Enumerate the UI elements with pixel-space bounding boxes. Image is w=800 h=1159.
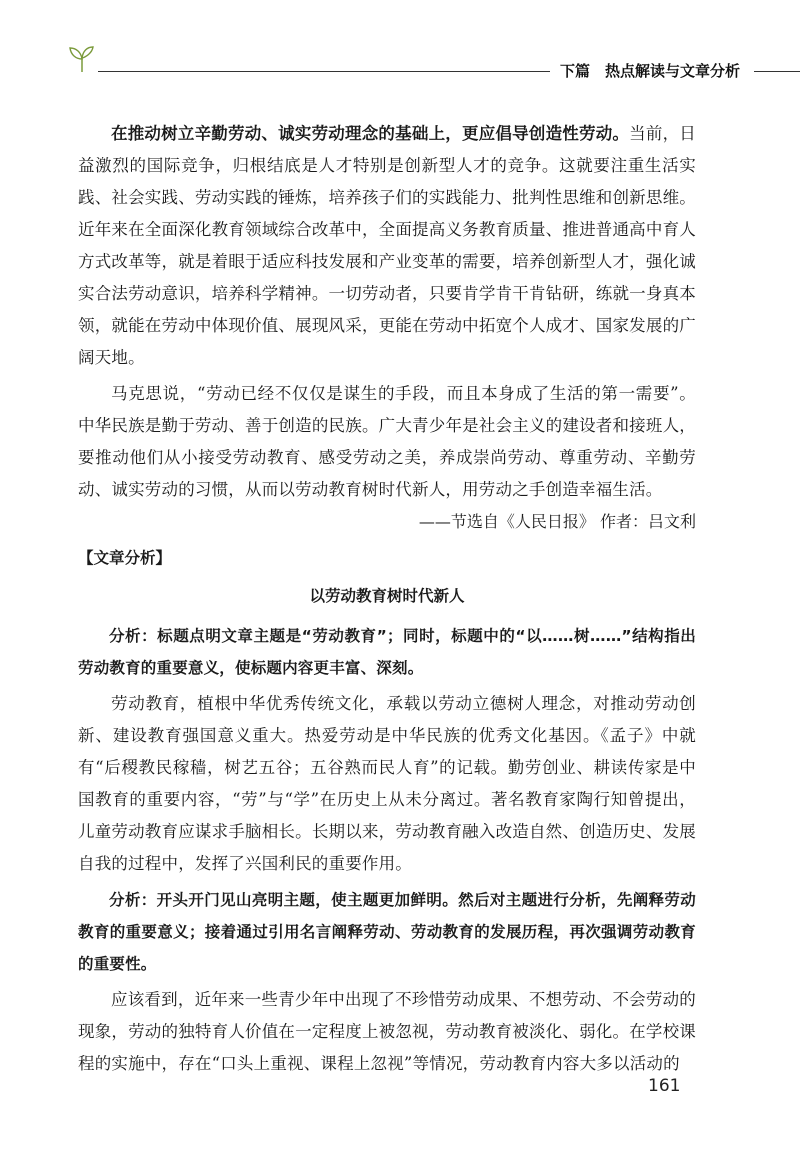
header-rule-right: [754, 71, 800, 72]
paragraph-1-lead: 在推动树立辛勤劳动、诚实劳动理念的基础上，更应倡导创造性劳动。: [111, 124, 630, 143]
paragraph-3: 劳动教育，植根中华优秀传统文化，承载以劳动立德树人理念，对推动劳动创新、建设教育强国意义重大。热爱劳动是中华民族的优秀文化基因。《孟子》中就有“后稷教民稼穑，树艺五谷；五谷熟而民人育”的记载。勤劳创业、耕读传家是中国教育的重要内容，“劳”与“学”在历史上从未分离过。著名教育家陶行知曾提出，儿童劳动教育应谋求手脑相长。长期以来，劳动教育融入改造自然、创造历史、发展自我的过程中，发挥了兴国利民的重要作用。: [78, 694, 696, 873]
paragraph-4: 应该看到，近年来一些青少年中出现了不珍惜劳动成果、不想劳动、不会劳动的现象，劳动的独特育人价值在一定程度上被忽视，劳动教育被淡化、弱化。在学校课程的实施中，存在“口头上重视、课程上忽视”等情况，劳动教育内容大多以活动的: [78, 990, 696, 1073]
running-header: [60, 42, 800, 82]
analysis-1: 分析：标题点明文章主题是“劳动教育”；同时，标题中的“以……树……”结构指出劳动教育的重要意义，使标题内容更丰富、深刻。: [78, 627, 696, 677]
attribution: ——节选自《人民日报》 作者：吕文利: [418, 512, 696, 531]
leaf-sprout-icon: [64, 42, 100, 78]
header-title: 下篇 热点解读与文章分析: [560, 62, 741, 80]
section-heading: 【文章分析】: [78, 549, 172, 567]
page-body: [78, 118, 696, 1080]
analysis-2: 分析：开头开门见山亮明主题，使主题更加鲜明。然后对主题进行分析，先阐释劳动教育的重要意义；接着通过引用名言阐释劳动、劳动教育的发展历程，再次强调劳动教育的重要性。: [78, 891, 696, 973]
paragraph-1: [78, 118, 696, 374]
page-number: 161: [648, 1076, 681, 1096]
header-rule-left: [98, 71, 550, 72]
article-title: 以劳动教育树时代新人: [309, 587, 465, 605]
paragraph-1-body: 当前，日益激烈的国际竞争，归根结底是人才特别是创新型人才的竞争。这就要注重生活实践、社会实践、劳动实践的锤炼，培养孩子们的实践能力、批判性思维和创新思维。近年来在全面深化教育领域综合改革中，全面提高义务教育质量、推进普通高中育人方式改革等，就是着眼于适应科技发展和产业变革的需要，培养创新型人才，强化诚实合法劳动意识，培养科学精神。一切劳动者，只要肯学肯干肯钻研，练就一身真本领，就能在劳动中体现价值、展现风采，更能在劳动中拓宽个人成才、国家发展的广阔天地。: [78, 124, 696, 367]
paragraph-2: 马克思说，“劳动已经不仅仅是谋生的手段，而且本身成了生活的第一需要”。中华民族是勤于劳动、善于创造的民族。广大青少年是社会主义的建设者和接班人，要推动他们从小接受劳动教育、感受劳动之美，养成崇尚劳动、尊重劳动、辛勤劳动、诚实劳动的习惯，从而以劳动教育树时代新人，用劳动之手创造幸福生活。: [78, 384, 696, 499]
